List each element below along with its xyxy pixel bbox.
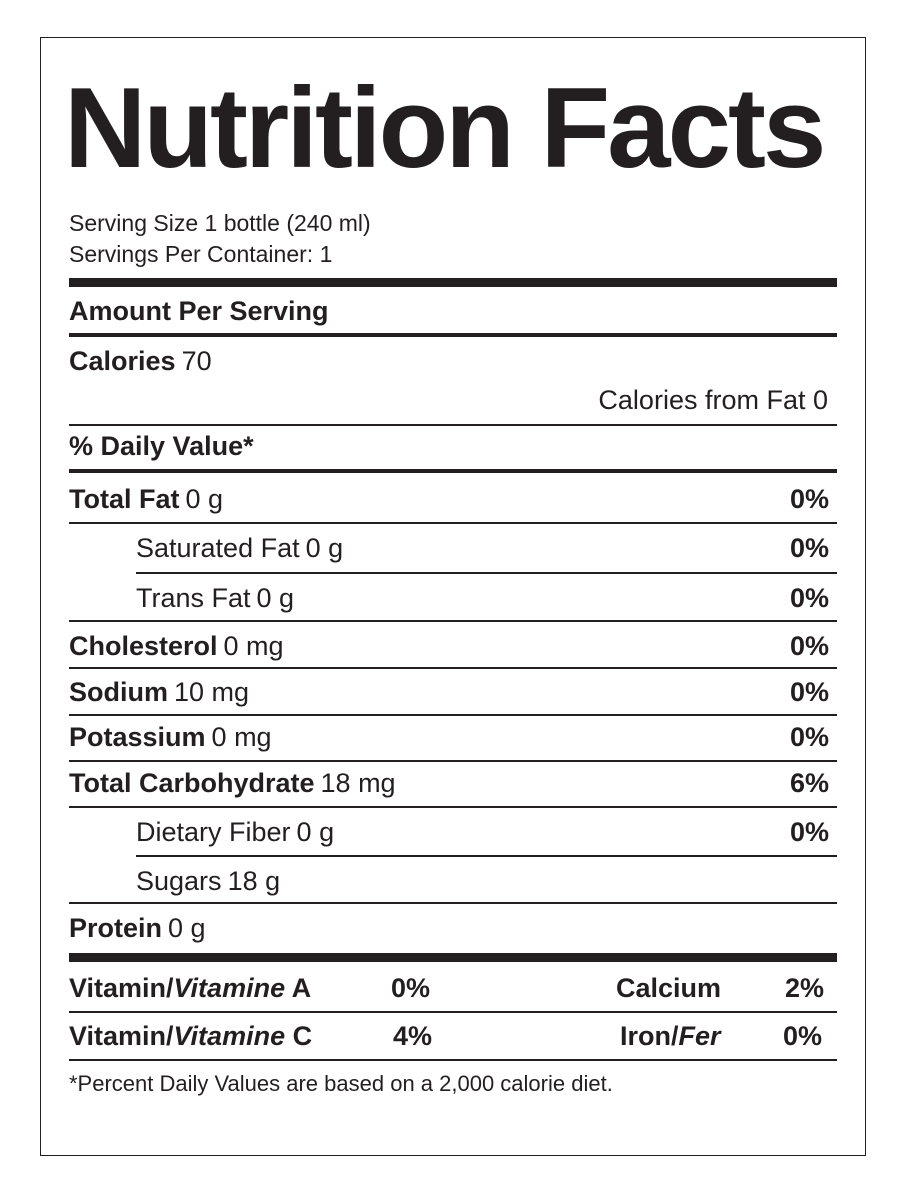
- nutrient-amount: 18 mg: [320, 768, 396, 798]
- calcium-label: Calcium: [616, 973, 722, 1003]
- nutrient-row-dietary-fiber: [136, 812, 837, 852]
- calories-row: [69, 341, 837, 381]
- thin-divider: [69, 522, 837, 524]
- thin-divider: [69, 806, 837, 808]
- calories-value: 70: [181, 346, 212, 376]
- thin-divider: [69, 667, 837, 669]
- nutrient-name: Total Fat: [69, 484, 180, 514]
- nutrient-row-cholesterol: [69, 626, 837, 666]
- vitamin-a-value: 0%: [391, 973, 431, 1003]
- thin-divider: [136, 855, 837, 857]
- nutrient-row-sodium: [69, 672, 837, 712]
- nutrient-name: Cholesterol: [69, 631, 218, 661]
- nutrient-row-trans-fat: [136, 578, 837, 618]
- nutrient-row-saturated-fat: [136, 528, 837, 568]
- thin-divider: [69, 714, 837, 716]
- nutrient-amount: 0 g: [305, 533, 344, 563]
- footnote: *Percent Daily Values are based on a 2,000 calorie diet.: [69, 1071, 613, 1096]
- medium-divider: [69, 333, 837, 337]
- vitamin-c-value: 4%: [393, 1021, 433, 1051]
- medium-divider: [69, 469, 837, 473]
- vitamin-c-label: Vitamin/Vitamine C: [69, 1021, 313, 1051]
- thick-divider: [69, 953, 837, 962]
- thin-divider: [69, 620, 837, 622]
- nutrient-row-potassium: [69, 717, 837, 757]
- amount-per-serving-heading: Amount Per Serving: [69, 296, 329, 326]
- thin-divider: [69, 1059, 837, 1061]
- nutrient-daily-value: 0%: [789, 484, 829, 514]
- iron-value: 0%: [783, 1021, 823, 1051]
- thin-divider: [69, 902, 837, 904]
- calories-from-fat: Calories from Fat 0: [598, 385, 828, 415]
- thin-divider: [69, 760, 837, 762]
- nutrient-daily-value: 0%: [789, 677, 829, 707]
- nutrient-name: Total Carbohydrate: [69, 768, 315, 798]
- nutrient-amount: 0 g: [185, 484, 224, 514]
- label-title: Nutrition Facts: [64, 65, 824, 192]
- nutrient-amount: 0 g: [168, 913, 206, 943]
- nutrient-daily-value: 0%: [789, 817, 829, 847]
- nutrient-name: Potassium: [69, 722, 206, 752]
- nutrient-amount: 0 g: [256, 583, 295, 613]
- nutrient-name: Trans Fat: [136, 583, 251, 613]
- thick-divider: [69, 278, 837, 287]
- vitamin-a-label: Vitamin/Vitamine A: [69, 973, 312, 1003]
- nutrient-amount: 18 g: [227, 866, 281, 896]
- nutrient-name: Sugars: [136, 866, 222, 896]
- nutrient-name: Saturated Fat: [136, 533, 300, 563]
- nutrient-amount: 10 mg: [174, 677, 250, 707]
- iron-label: Iron/Fer: [620, 1021, 721, 1051]
- thin-divider: [136, 572, 837, 574]
- calories-label: Calories: [69, 346, 176, 376]
- nutrient-daily-value: 0%: [789, 583, 829, 613]
- nutrient-row-protein: [69, 908, 837, 948]
- nutrient-name: Protein: [69, 913, 163, 943]
- nutrient-amount: 0 mg: [211, 722, 272, 752]
- nutrient-daily-value: 0%: [789, 631, 829, 661]
- nutrient-daily-value: 0%: [789, 722, 829, 752]
- serving-size: Serving Size 1 bottle (240 ml): [69, 210, 371, 236]
- nutrient-row-sugars: [136, 861, 837, 901]
- nutrient-row-total-fat: [69, 479, 837, 519]
- nutrient-name: Dietary Fiber: [136, 817, 291, 847]
- nutrient-amount: 0 g: [296, 817, 335, 847]
- calcium-value: 2%: [785, 973, 825, 1003]
- nutrient-daily-value: 0%: [789, 533, 829, 563]
- daily-value-heading: % Daily Value*: [69, 431, 254, 461]
- servings-per-container: Servings Per Container: 1: [69, 241, 333, 267]
- nutrient-row-total-carbohydrate: [69, 763, 837, 803]
- nutrient-amount: 0 mg: [223, 631, 284, 661]
- nutrient-daily-value: 6%: [789, 768, 829, 798]
- thin-divider: [69, 1011, 837, 1013]
- nutrient-name: Sodium: [69, 677, 168, 707]
